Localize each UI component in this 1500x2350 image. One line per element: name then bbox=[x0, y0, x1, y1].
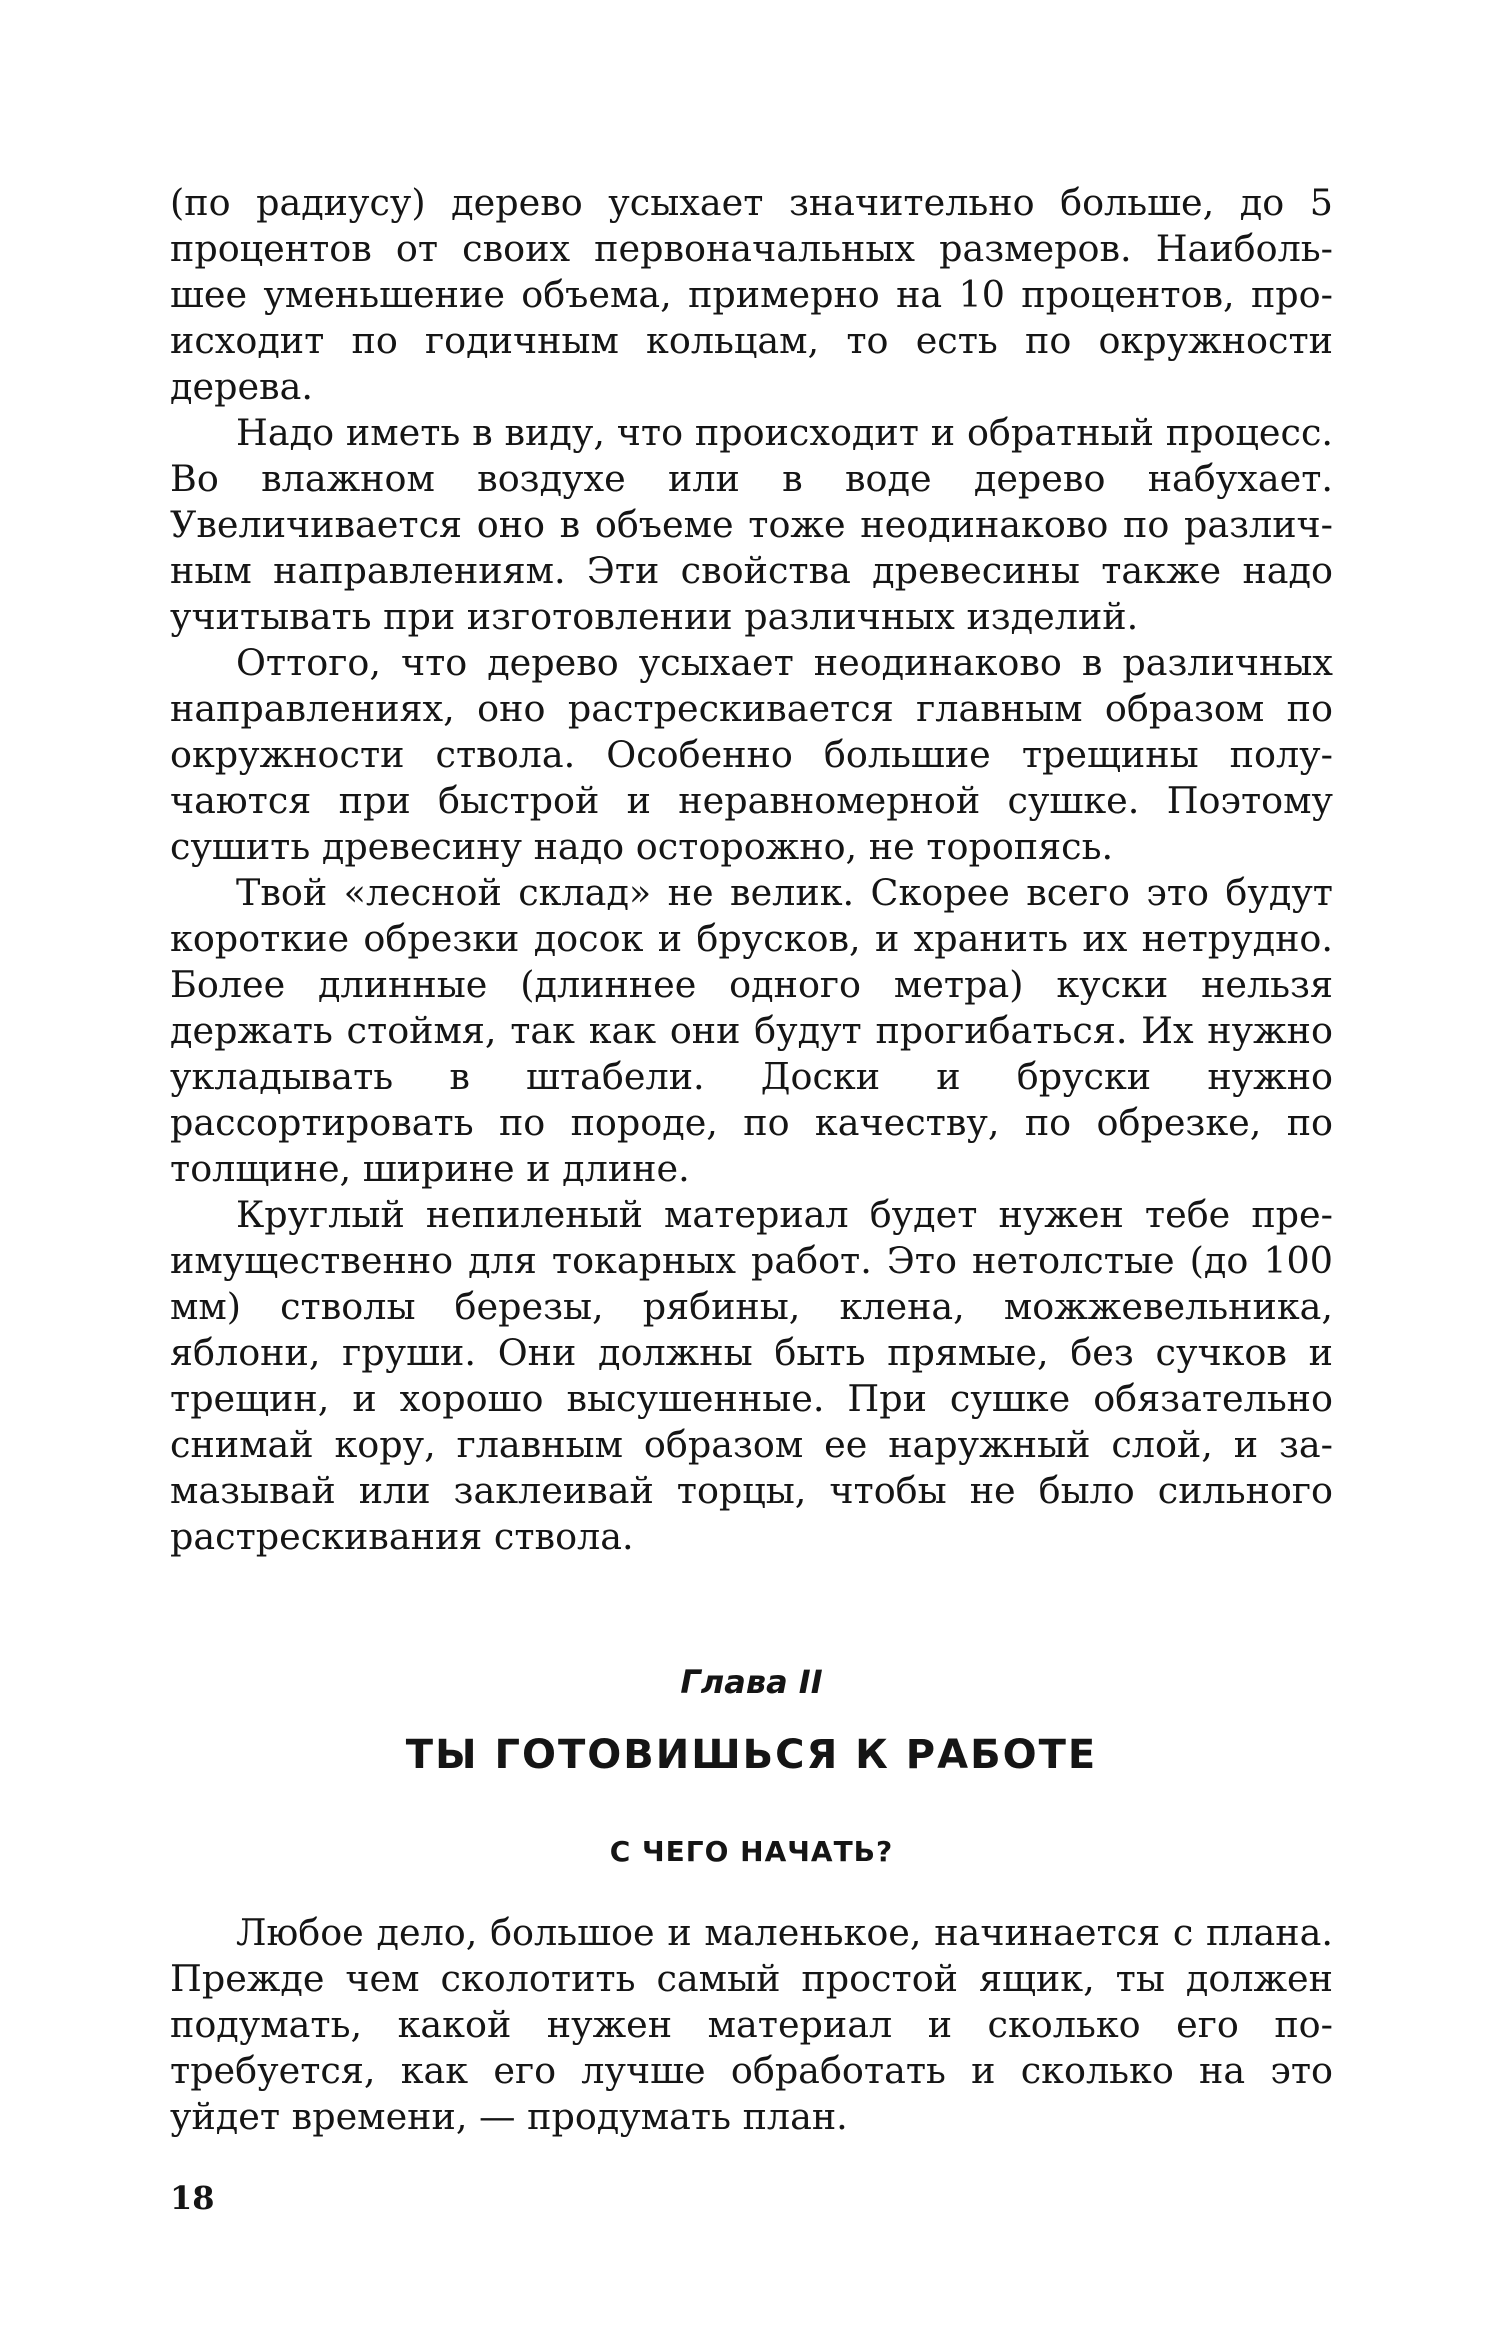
paragraph: Круглый непиленый материал будет нужен тебе преимущественно для токарных работ. Это нетолстые (до 100 мм) стволы березы, рябины, клена, можжевельника, яблони, груши. Они должны быть прямые, без сучков и трещин, и хорошо высушенные. При сушке обязательно снимай кору, главным образом ее наружный слой, и замазывай или заклеивай торцы, чтобы не было сильного растрескивания ствола. bbox=[170, 1193, 1333, 1558]
paragraph: Твой «лесной склад» не велик. Скорее всего это будут короткие обрезки досок и брусков, и хранить их нетрудно. Более длинные (длиннее одного метра) куски нельзя держать стоймя, так как они будут прогибаться. Их нужно укладывать в штабели. Доски и бруски нужно рассортировать по породе, по качеству, по обрезке, по толщине, ширине и длине. bbox=[170, 871, 1333, 1190]
paragraph: (по радиусу) дерево усыхает значительно больше, до 5 процентов от своих первоначальных размеров. Наибольшее уменьшение объема, примерно на 10 процентов, происходит по годичным кольцам, то есть по окружности дерева. bbox=[170, 181, 1333, 408]
chapter-label: Глава II bbox=[680, 1663, 823, 1701]
chapter-title: ТЫ ГОТОВИШЬСЯ К РАБОТЕ bbox=[405, 1732, 1098, 1778]
section-title: С ЧЕГО НАЧАТЬ? bbox=[609, 1835, 894, 1868]
paragraph: Оттого, что дерево усыхает неодинаково в различных направлениях, оно растрескивается главным образом по окружности ствола. Особенно большие трещины получаются при быстрой и неравномерной сушке. Поэтому сушить древесину надо осторожно, не торопясь. bbox=[170, 641, 1333, 868]
section-body bbox=[170, 1910, 1333, 2140]
paragraph: Любое дело, большое и маленькое, начинается с плана. Прежде чем сколотить самый простой ящик, ты должен подумать, какой нужен материал и сколько его потребуется, как его лучше обработать и сколько на это уйдет времени, — продумать план. bbox=[170, 1911, 1333, 2138]
page-number: 18 bbox=[170, 2179, 215, 2217]
book-page bbox=[170, 180, 1333, 2140]
paragraph: Надо иметь в виду, что происходит и обратный процесс. Во влажном воздухе или в воде дерево набухает. Увеличивается оно в объеме тоже неодинаково по различным направлениям. Эти свойства древесины также надо учитывать при изготовлении различных изделий. bbox=[170, 411, 1333, 638]
body-text-top bbox=[170, 180, 1333, 1560]
